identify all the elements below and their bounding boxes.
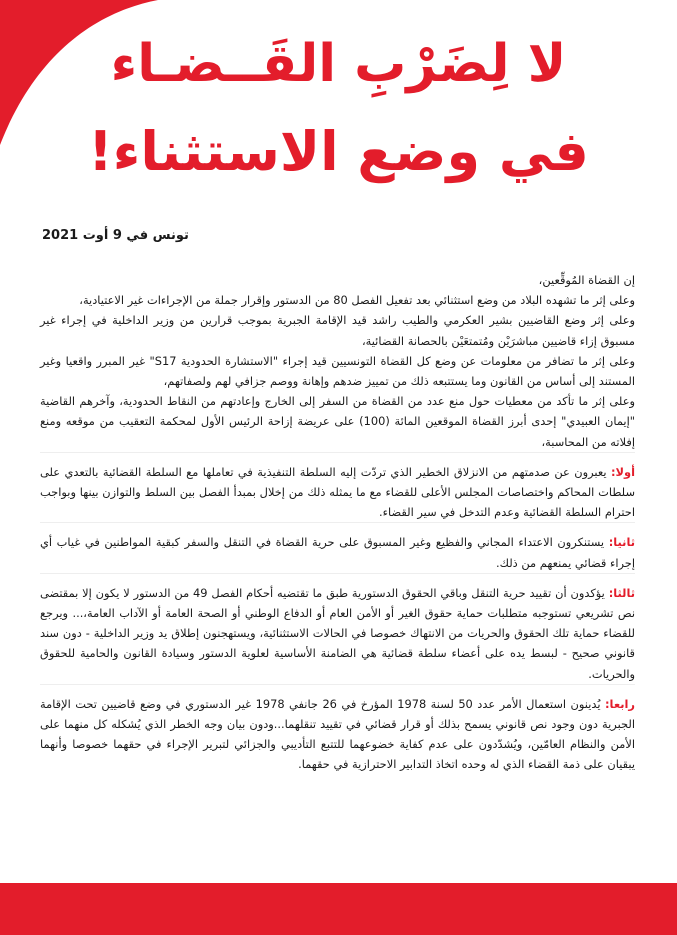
- headline-line-2: في وضع الاستثناء!: [88, 120, 589, 183]
- headline-line-1: لا لِضَرْبِ القَــضـاء: [110, 34, 567, 94]
- section-text: يعبرون عن صدمتهم من الانزلاق الخطير الذي تردّت إليه السلطة التنفيذية في تعاملها مع السلطة القضائية بالتعدي على سلطات المحاكم واختصاصات المجلس الأعلى للقضاء مع ما يمثله ذلك من إخلال بمبدأ الفصل بين السلط والتوازن بينها وبواجب احترام السلطة القضائية وعدم التدخل في سير القضاء.: [40, 464, 635, 520]
- section-label: أولا:: [610, 464, 636, 479]
- section-text: يستنكرون الاعتداء المجاني والفظيع وغير المسبوق على حرية القضاة في التنقل والسفر كبقية المواطنين في غياب أي إجراء قضائي يمنعهم من ذلك.: [40, 535, 635, 570]
- section-4: [40, 684, 635, 775]
- section-label: ثالثا:: [608, 585, 636, 600]
- section-1: [40, 452, 635, 523]
- document-date: تونس في 9 أوت 2021: [42, 228, 189, 243]
- statement-body: [40, 270, 635, 775]
- footer-bar: [0, 883, 677, 935]
- intro-line: إن القضاة المُوقِّعين،: [538, 273, 635, 287]
- section-text: يُدينون استعمال الأمر عدد 50 لسنة 1978 المؤرخ في 26 جانفي 1978 غير الدستوري في وضع قاضيين تحت الإقامة الجبرية دون وجود نص قانوني يسمح بذلك أو قرار قضائي في تقييد تنقلهما...ودون بيان وجه الخطر الذي يُشكله كل منهما على الأمن والنظام العامّين، ويُشدّدون على عدم كفاية خضوعهما للتتبع التأديبي والجزائي لتبرير الإجراء في حقهما خصوصا وأنهما يبقيان على ذمة القضاء الذي له وحده اتخاذ التدابير الاحترازية في حقهما.: [40, 696, 635, 772]
- section-text: يؤكدون أن تقييد حرية التنقل وباقي الحقوق الدستورية طبق ما تقتضيه أحكام الفصل 49 من الدستور لا يكون إلا بمقتضى نص تشريعي تستوجبه متطلبات حماية حقوق الغير أو الأمن العام أو الدفاع الوطني أو الصحة العامة أو الآداب العامة،... ويرجع للقضاء حماية تلك الحقوق والحريات من الانتهاك خصوصا في الحالات الاستثنائية، ويستهجنون إطلاق يد وزير الداخلية - دون سند قانوني صحيح - لبسط يده على أعضاء سلطة قضائية هي الضامنة الأساسية لعلوية الدستور وسيادة القانون والحامية للحقوق والحريات.: [40, 585, 635, 681]
- section-label: ثانيا:: [608, 535, 636, 550]
- paragraph: وعلى إثر وضع القاضيين بشير العكرمي والطيب راشد قيد الإقامة الجبرية بموجب قرارين من وزير الداخلية في إجراء غير مسبوق إزاء قاضيين مباشرَيْن ومُتمتعَيْن بالحصانة القضائية،: [40, 313, 635, 348]
- section-2: [40, 522, 635, 572]
- paragraph: وعلى إثر ما تضافر من معلومات عن وضع كل القضاة التونسيين قيد إجراء "الاستشارة الحدودية S17" غير المبرر واقعيا وغير المستند إلى أساس من القانون وما يستتبعه ذلك من تمييز ضدهم وإهانة ووصم جزافي لهم ولصفاتهم،: [40, 353, 635, 389]
- paragraph: وعلى إثر ما تأكد من معطيات حول منع عدد من القضاة من السفر إلى الخارج وإعادتهم من النقاط الحدودية، وآخرهم القاضية "إيمان العبيدي" إحدى أبرز القضاة الموقعين المائة (100) على عريضة إزاحة الرئيس الأول لمحكمة التعقيب من موقعه ومنع إفلاته من المحاسبة،: [40, 394, 635, 449]
- section-3: [40, 573, 635, 684]
- section-label: رابعا:: [604, 696, 635, 711]
- paragraph: وعلى إثر ما تشهده البلاد من وضع استثنائي بعد تفعيل الفصل 80 من الدستور وإقرار جملة من الإجراءات غير الاعتيادية،: [79, 293, 635, 308]
